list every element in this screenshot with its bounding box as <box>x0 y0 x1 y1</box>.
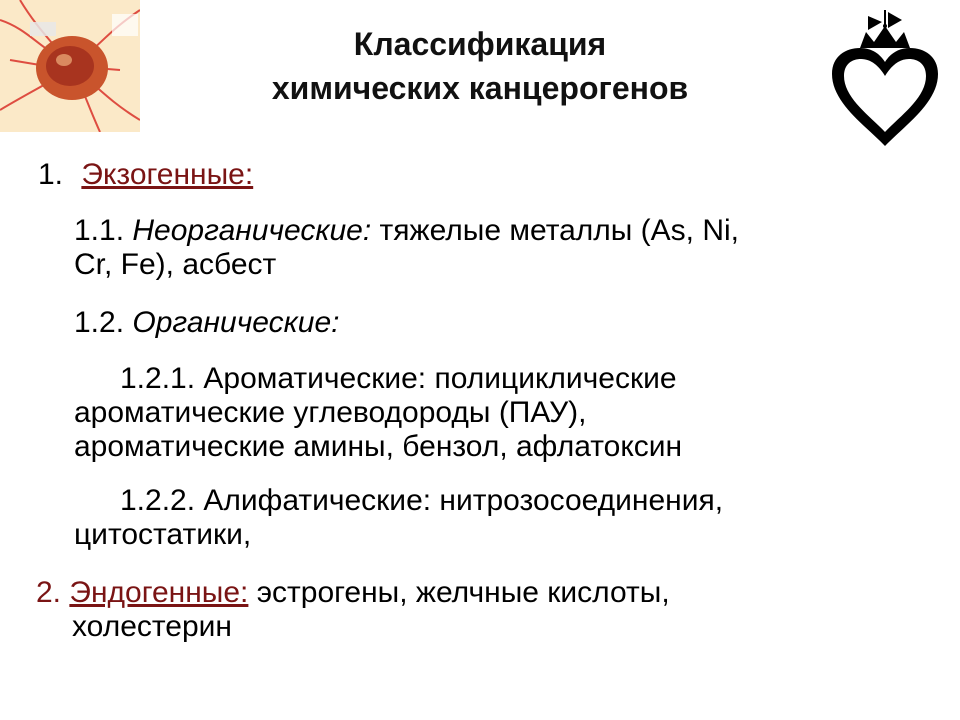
inorganic-text-line-2: Cr, Fe), асбест <box>74 248 277 281</box>
endogenous-text-line-2: холестерин <box>72 610 232 643</box>
aliphatic-line-1: 1.2.2. Алифатические: нитрозосоединения, <box>120 484 724 517</box>
aromatic-line-3: ароматические амины, бензол, афлатоксин <box>74 430 683 463</box>
ship-crown-heart-logo-icon <box>826 8 944 150</box>
aromatic-line-2: ароматические углеводороды (ПАУ), <box>74 396 587 429</box>
inorganic-label: Неорганические: <box>132 214 372 247</box>
aromatic-line-1: 1.2.1. Ароматические: полициклические <box>120 362 677 395</box>
exogenous-heading: Экзогенные: <box>81 158 254 191</box>
endogenous-number: 2. <box>36 576 62 609</box>
endogenous-text-line-1: эстрогены, желчные кислоты, <box>256 576 670 609</box>
title-line-1: Классификация <box>353 26 607 62</box>
exogenous-number: 1. <box>38 158 64 191</box>
organic-label: Органические: <box>132 306 340 339</box>
aliphatic-line-2: цитостатики, <box>74 518 252 551</box>
list-item-aliphatic <box>74 484 723 552</box>
list-item-aromatic <box>74 362 682 464</box>
tumor-cell-illustration-icon <box>0 0 140 132</box>
list-item-exogenous <box>38 158 253 192</box>
slide-title <box>150 22 810 110</box>
list-item-organic <box>74 306 340 340</box>
inorganic-text-line-1: тяжелые металлы (As, Ni, <box>379 214 740 247</box>
title-line-2: химических канцерогенов <box>271 70 689 106</box>
endogenous-heading: Эндогенные: <box>69 576 249 609</box>
organic-number: 1.2. <box>74 306 125 339</box>
list-item-endogenous <box>36 576 670 644</box>
inorganic-number: 1.1. <box>74 214 125 247</box>
list-item-inorganic <box>74 214 739 282</box>
